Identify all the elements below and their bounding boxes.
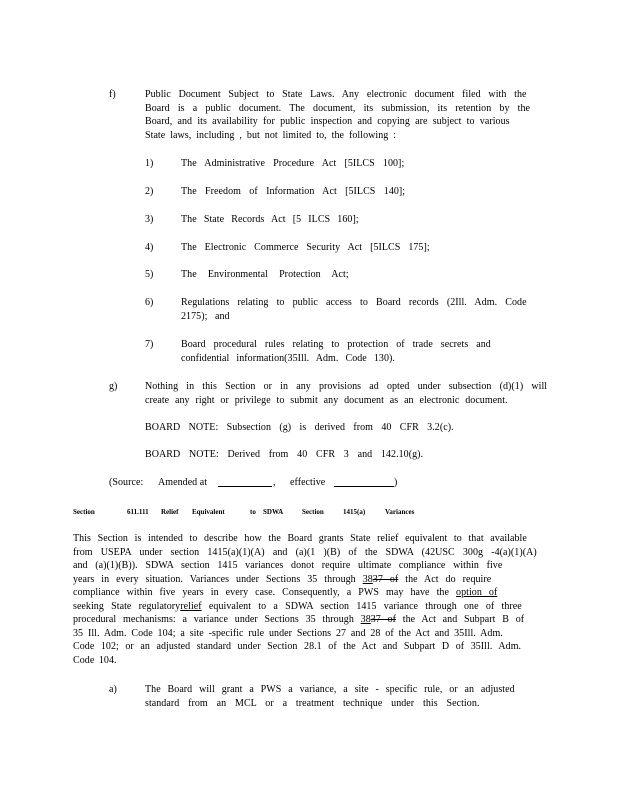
list-item: The Freedom of Information Act [5ILCS 140]; (181, 186, 406, 197)
section-title-word: Section (302, 508, 324, 516)
list-item-number: 6) (145, 297, 154, 308)
list-item: The Electronic Commerce Security Act [5ILCS 175]; (181, 242, 430, 253)
source-comma: , (273, 477, 276, 488)
list-item: The Administrative Procedure Act [5ILCS 100]; (181, 158, 405, 169)
subsection-g-line-1: Nothing in this Section or in any provisions ad opted under subsection (d)(1) will (145, 381, 548, 392)
deleted-text: 37 of (370, 614, 397, 625)
body-line-6-text: seeking State regulatory (73, 600, 181, 612)
subsection-f-line-1: Public Document Subject to State Laws. Any electronic document filed with the (145, 89, 527, 100)
body-line-4 (73, 573, 491, 586)
section-title-word: to (250, 508, 256, 516)
list-item-number: 5) (145, 269, 154, 280)
body-line-6-end: equivalent to a SDWA section 1415 variance through one of three (208, 600, 522, 612)
list-item-number: 2) (145, 186, 154, 197)
body-line-9: Code 102; or an adjusted standard under Section 28.1 of the Act and Subpart D of 35Ill. Adm. (73, 641, 522, 652)
body-line-6 (73, 600, 522, 613)
list-item-number: 4) (145, 242, 154, 253)
body-line-4-end: the Act do require (405, 573, 492, 585)
body-line-2: from USEPA under section 1415(a)(1)(A) and (a)(1 )(B) of the SDWA (42USC 300g -4(a)(1)(A) (73, 546, 537, 558)
subsection-label-a: a) (109, 684, 117, 695)
body-line-7-text: procedural mechanisms: a variance under Sections 35 through (73, 614, 354, 625)
body-line-8: 35 Ill. Adm. Code 104; a site -specific rule under Sections 27 and 28 of the Act and 35Ill. Adm. (73, 627, 503, 639)
board-note: BOARD NOTE: Subsection (g) is derived from 40 CFR 3.2(c). (145, 422, 454, 433)
board-note: BOARD NOTE: Derived from 40 CFR 3 and 142.10(g). (145, 449, 424, 460)
section-title-word: 1415(a) (343, 508, 366, 516)
section-label: Section (73, 508, 95, 516)
list-item-number: 7) (145, 339, 154, 350)
body-line-3: and (a)(1)(B)). SDWA section 1415 variances donot require ultimate compliance within five (73, 560, 503, 571)
source-close: ) (394, 477, 398, 488)
subsection-f-line-2: Board is a public document. The document, its submission, its retention by the (145, 102, 531, 114)
source-prefix: (Source: (109, 477, 144, 488)
body-line-5 (73, 586, 497, 599)
source-amended: Amended at (158, 477, 208, 488)
section-number: 611.111 (127, 508, 149, 516)
subsection-a-line-1: The Board will grant a PWS a variance, a site - specific rule, or an adjusted (145, 684, 515, 695)
body-line-7-end: the Act and Subpart B of (402, 614, 525, 625)
list-item: The State Records Act [5 ILCS 160]; (181, 214, 359, 225)
section-title-word: Relief (161, 508, 179, 516)
inserted-text: option of (456, 587, 498, 598)
section-title-word: Equivalent (192, 508, 225, 516)
section-title-word: SDWA (263, 508, 284, 516)
subsection-g-line-2: create any right or privilege to submit any document as an electronic document. (145, 394, 508, 406)
amended-blank (218, 477, 272, 487)
list-item-number: 3) (145, 214, 154, 225)
deleted-text: 37 of (372, 573, 399, 585)
subsection-a-line-2: standard from an MCL or a treatment technique under this Section. (145, 697, 480, 709)
list-item: confidential information(35Ill. Adm. Code 130). (181, 352, 395, 364)
subsection-f-line-4: State laws, including , but not limited to, the following : (145, 129, 397, 141)
body-line-5-text: compliance within five years in every case. Consequently, a PWS may have the (73, 587, 449, 598)
section-title-word: Variances (385, 508, 415, 516)
list-item: Board procedural rules relating to protection of trade secrets and (181, 339, 491, 350)
body-line-10: Code 104. (73, 654, 117, 666)
list-item: 2175); and (181, 310, 230, 322)
body-line-7 (73, 613, 524, 626)
inserted-text: 38 (360, 614, 371, 625)
effective-blank (334, 477, 394, 487)
body-line-1: This Section is intended to describe how the Board grants State relief equivalent to that available (73, 533, 527, 544)
subsection-label-g: g) (109, 381, 118, 392)
source-effective: effective (290, 477, 326, 488)
subsection-f-line-3: Board, and its availability for public inspection and copying are subject to various (145, 116, 510, 127)
list-item-number: 1) (145, 158, 154, 169)
subsection-label-f: f) (109, 89, 116, 100)
list-item: Regulations relating to public access to Board records (2Ill. Adm. Code (181, 297, 527, 308)
list-item: The Environmental Protection Act; (181, 269, 349, 280)
inserted-text: relief (180, 600, 202, 612)
body-line-4-text: years in every situation. Variances under Sections 35 through (73, 573, 356, 585)
inserted-text: 38 (362, 573, 373, 585)
